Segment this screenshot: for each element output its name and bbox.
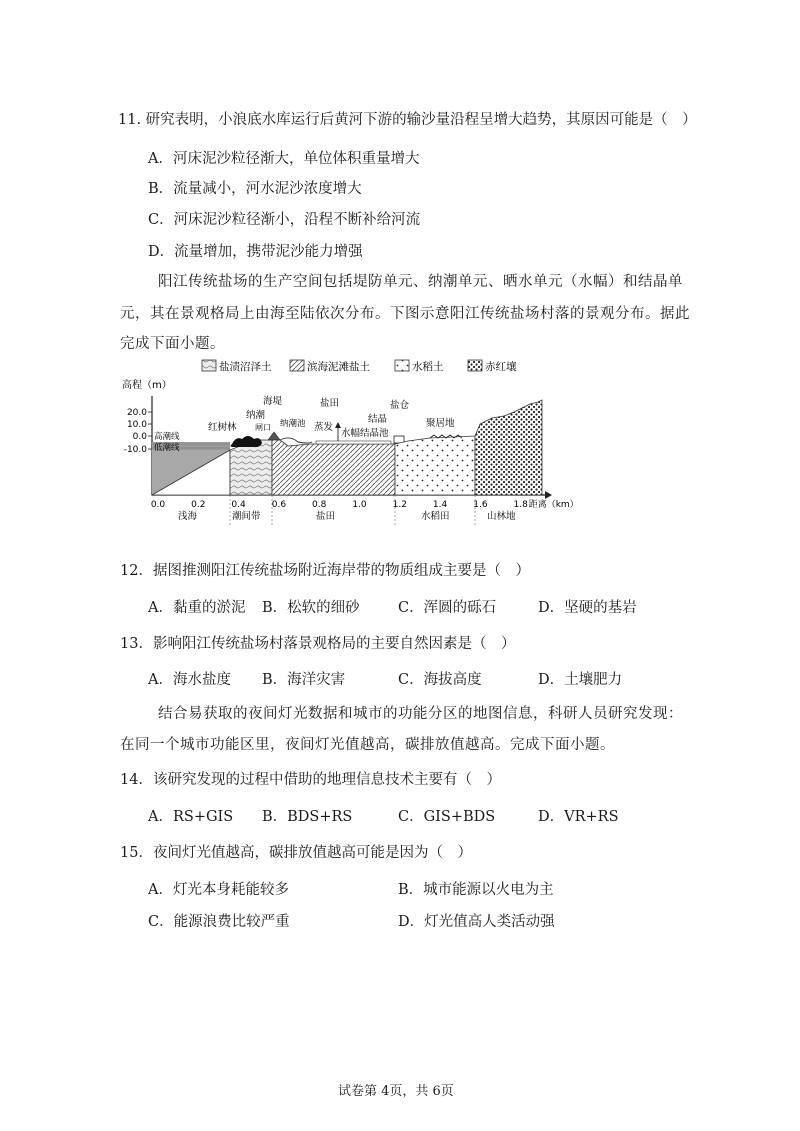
q11-option-d: D．流量增加，携带泥沙能力增强	[148, 244, 363, 260]
salt-field-water-surface	[316, 441, 391, 444]
x-tick-label: 0.6	[271, 500, 287, 510]
q13-option-b: B．海洋灾害	[262, 672, 346, 688]
y-tick-label: 20.0	[126, 408, 147, 418]
q13-option-d: D．土壤肥力	[538, 672, 623, 688]
tidal-pond-label: 纳潮池	[280, 419, 306, 429]
q11-stem: 11. 研究表明，小浪底水库运行后黄河下游的输沙量沿程呈增大趋势，其原因可能是（ ）	[118, 112, 697, 128]
sluice-label: 闸口	[255, 423, 271, 432]
zone-label-shallow-sea: 浅海	[178, 511, 198, 522]
salt-field-label: 盐田	[320, 398, 340, 409]
x-tick-label: 0.2	[191, 500, 206, 510]
q14-option-c: C．GIS+BDS	[398, 809, 496, 825]
x-tick-label: 1.6	[473, 500, 488, 510]
q12-stem: 12．据图推测阳江传统盐场附近海岸带的物质组成主要是（ ）	[120, 563, 530, 579]
legend-mud-label: 滨海泥滩盐土	[307, 361, 370, 373]
q15-option-b: B．城市能源以火电为主	[398, 882, 554, 898]
passage1-line-3: 完成下面小题。	[120, 336, 225, 352]
x-tick-label: 0.8	[312, 500, 327, 510]
q12-option-d: D．坚硬的基岩	[538, 600, 637, 616]
q14-option-b: B．BDS+RS	[262, 809, 353, 825]
y-axis-title: 高程（m）	[122, 380, 172, 391]
crystal-pond-label: 结晶池	[360, 428, 389, 439]
x-tick-label: 0.4	[231, 500, 246, 510]
passage1-line-1: 阳江传统盐场的生产空间包括堤防单元、纳潮单元、晒水单元（水幅）和结晶单	[158, 274, 683, 290]
tidal-pond-line	[280, 438, 312, 443]
q11-option-b: B．流量减小，河水泥沙浓度增大	[148, 181, 362, 197]
q13-option-c: C．海拔高度	[398, 672, 482, 688]
water-width-label: 水幅	[341, 428, 361, 439]
q15-option-a: A．灯光本身耗能较多	[148, 882, 289, 898]
q11-option-c: C．河床泥沙粒径渐小，沿程不断补给河流	[148, 212, 421, 228]
x-axis-arrow	[545, 491, 552, 499]
intertidal-swamp-soil	[230, 440, 272, 495]
legend-mud-swatch	[290, 360, 304, 371]
legend-red-soil-swatch	[468, 360, 482, 371]
crystallization-label: 结晶	[368, 414, 388, 425]
x-tick-label: 1.2	[392, 500, 407, 510]
high-tide-label: 高潮线	[154, 432, 180, 442]
q13-option-a: A．海水盐度	[148, 672, 231, 688]
q14-option-a: A．RS+GIS	[148, 809, 234, 825]
x-tick-label: 1.0	[352, 500, 367, 510]
paddy-soil	[395, 436, 475, 495]
q15-stem: 15．夜间灯光值越高，碳排放值越高可能是因为（ ）	[120, 845, 472, 861]
q14-option-d: D．VR+RS	[538, 809, 619, 825]
salt-field-mud-soil	[272, 440, 395, 495]
legend-red-soil-label: 赤红壤	[485, 361, 517, 373]
y-tick-label: -10.0	[123, 445, 147, 455]
mountain-red-soil	[475, 400, 542, 495]
salt-storage-label: 盐仓	[390, 400, 410, 411]
q14-stem: 14．该研究发现的过程中借助的地理信息技术主要有（ ）	[120, 772, 501, 788]
q11-option-a: A．河床泥沙粒径渐大，单位体积重量增大	[148, 151, 420, 167]
mangrove-shape	[231, 436, 263, 447]
legend-paddy-swatch	[395, 360, 409, 371]
zone-label-intertidal: 潮间带	[232, 511, 261, 522]
page-footer: 试卷第 4页，共 6页	[338, 1084, 454, 1099]
y-tick-label: 10.0	[126, 420, 147, 430]
tidal-intake-label: 纳潮	[246, 410, 266, 421]
mangrove-label: 红树林	[208, 422, 237, 433]
seawall-shape	[268, 432, 280, 440]
evaporation-label: 蒸发	[314, 422, 334, 433]
x-tick-label: 1.8	[513, 500, 528, 510]
salt-field-profile-figure	[120, 358, 620, 526]
y-tick-label: 0.0	[132, 432, 147, 442]
q15-option-c: C．能源浪费比较严重	[148, 914, 290, 930]
q12-option-c: C．浑圆的砾石	[398, 600, 497, 616]
zone-label-salt-field: 盐田	[316, 511, 336, 522]
q12-option-a: A．黏重的淤泥	[148, 600, 246, 616]
x-axis-title: 距离（km）	[528, 500, 579, 510]
legend-paddy-label: 水稻土	[412, 361, 444, 373]
low-tide-label: 低潮线	[154, 443, 180, 453]
zone-label-forest: 山林地	[487, 511, 516, 522]
legend-swamp-label: 盐渍沼泽土	[219, 361, 272, 373]
legend-swamp-swatch	[202, 360, 216, 371]
zone-label-paddy: 水稻田	[421, 511, 450, 522]
q15-option-d: D．灯光值高人类活动强	[398, 914, 555, 930]
x-tick-label: 0.0	[150, 500, 166, 510]
passage2-line-1: 结合易获取的夜间灯光数据和城市的功能分区的地图信息，科研人员研究发现：	[158, 706, 683, 722]
passage2-line-2: 在同一个城市功能区里，夜间灯光值越高，碳排放值越高。完成下面小题。	[120, 737, 615, 753]
passage1-line-2: 元，其在景观格局上由海至陆依次分布。下图示意阳江传统盐场村落的景观分布。据此	[120, 306, 690, 322]
x-tick-label: 1.4	[432, 500, 448, 510]
seawall-label: 海堤	[263, 396, 283, 407]
settlement-label: 聚居地	[426, 418, 455, 429]
q12-option-b: B．松软的细砂	[262, 600, 360, 616]
q13-stem: 13．影响阳江传统盐场村落景观格局的主要自然因素是（ ）	[120, 636, 516, 652]
